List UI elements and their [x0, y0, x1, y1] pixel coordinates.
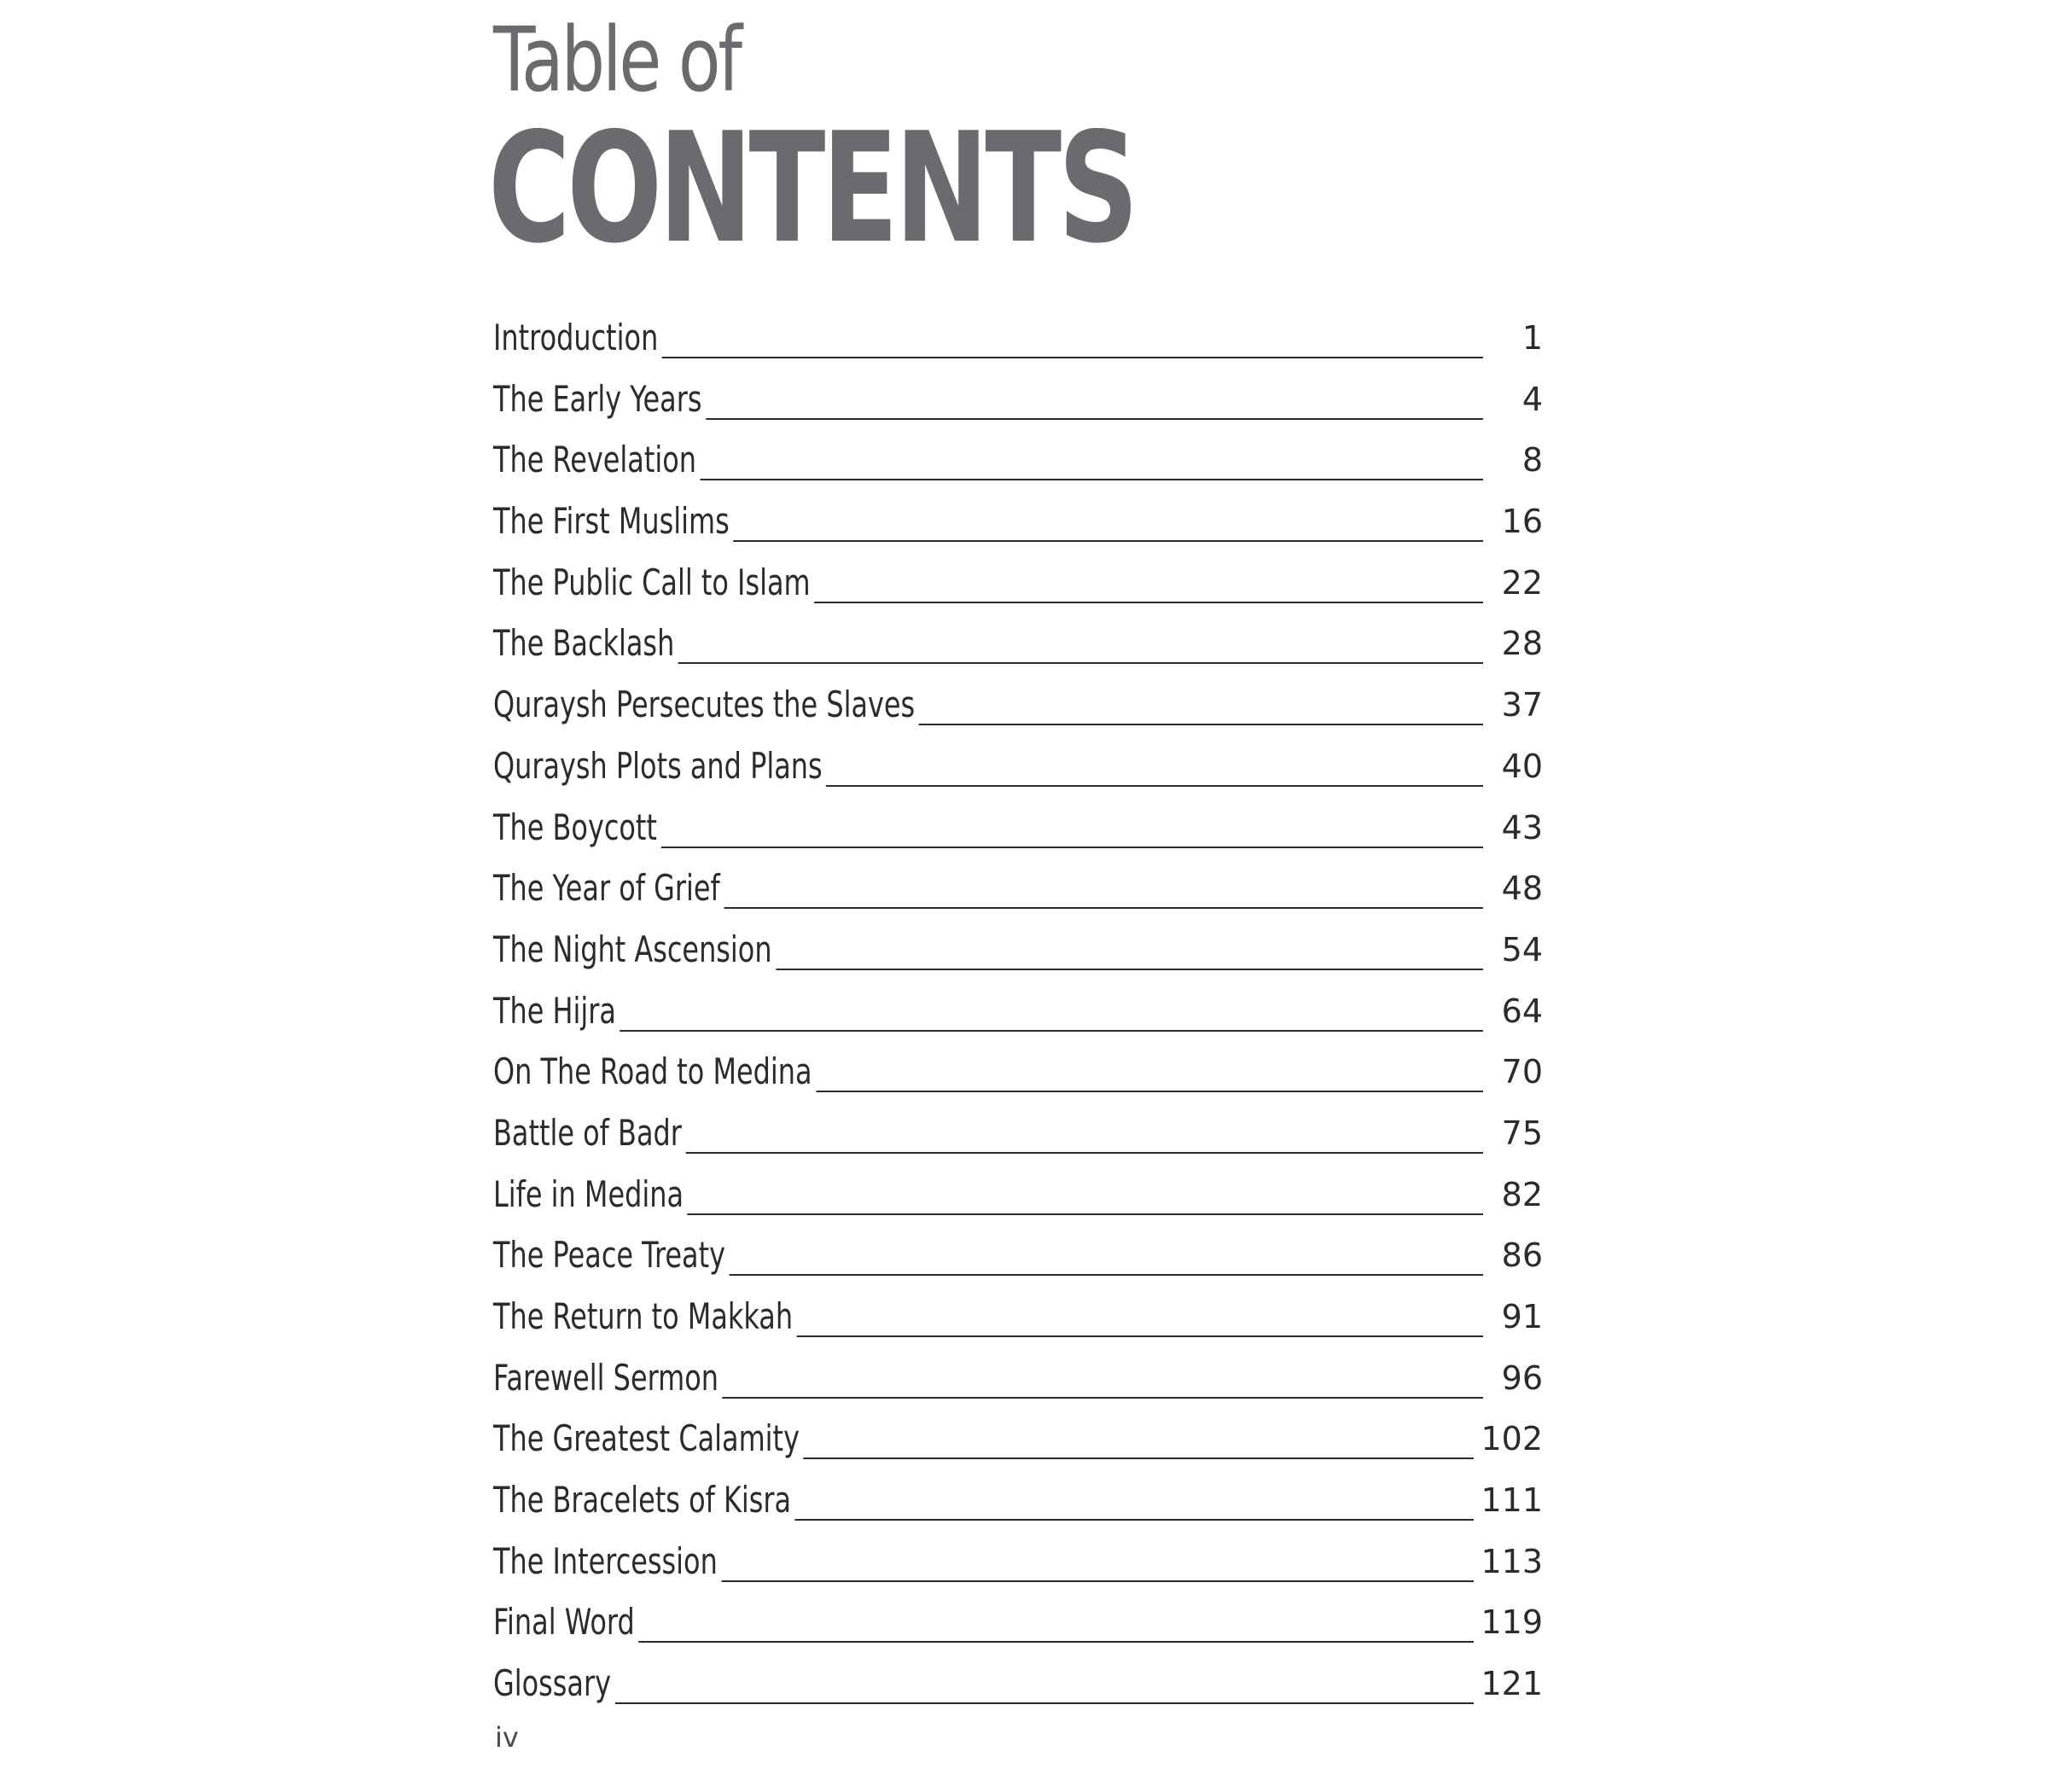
toc-entry-page-number: 75 — [1495, 1109, 1543, 1157]
toc-entry-title: The Night Ascension — [493, 926, 776, 974]
toc-entry-title: Glossary — [493, 1660, 615, 1708]
toc-leader-line — [493, 1702, 1483, 1704]
toc-entry[interactable] — [493, 987, 1543, 1049]
toc-entry-page-number: 1 — [1516, 314, 1543, 362]
toc-entry[interactable] — [493, 1538, 1543, 1599]
toc-entry[interactable] — [493, 314, 1543, 375]
toc-entry[interactable] — [493, 436, 1543, 497]
toc-entry-title: The Greatest Calamity — [493, 1415, 804, 1463]
toc-entry[interactable] — [493, 620, 1543, 681]
toc-entry[interactable] — [493, 375, 1543, 437]
title-contents: CONTENTS — [488, 100, 1136, 276]
toc-entry-page-number: 91 — [1495, 1293, 1543, 1341]
toc-entry-title: Final Word — [493, 1598, 638, 1646]
toc-entry[interactable] — [493, 1660, 1543, 1721]
toc-entry-title: The Return to Makkah — [493, 1293, 797, 1341]
toc-entry-page-number: 121 — [1474, 1660, 1543, 1708]
toc-entry-title: Introduction — [493, 314, 662, 362]
toc-entry-title: Quraysh Persecutes the Slaves — [493, 681, 919, 729]
toc-entry[interactable] — [493, 559, 1543, 620]
toc-entry-page-number: 43 — [1495, 804, 1543, 852]
toc-entry-page-number: 82 — [1495, 1171, 1543, 1219]
toc-entry-title: The Public Call to Islam — [493, 559, 814, 607]
toc-entry[interactable] — [493, 1598, 1543, 1660]
toc-entry-title: The Intercession — [493, 1538, 721, 1585]
toc-entry-page-number: 70 — [1495, 1048, 1543, 1096]
toc-entry-title: The Peace Treaty — [493, 1231, 730, 1279]
toc-entry-page-number: 119 — [1474, 1598, 1543, 1646]
toc-entry-page-number: 22 — [1495, 559, 1543, 607]
toc-entry-title: The First Muslims — [493, 497, 733, 545]
toc-entry[interactable] — [493, 1293, 1543, 1354]
toc-entry-title: The Hijra — [493, 987, 620, 1035]
toc-entry[interactable] — [493, 804, 1543, 865]
toc-entry-page-number: 111 — [1474, 1476, 1543, 1524]
page-number: iv — [495, 1721, 519, 1754]
toc-entry[interactable] — [493, 497, 1543, 559]
title-table-of: Table of — [493, 8, 740, 112]
toc-entry-title: On The Road to Medina — [493, 1048, 816, 1096]
toc-entry-title: The Revelation — [493, 436, 701, 484]
toc-entry-page-number: 102 — [1474, 1415, 1543, 1463]
toc-leader-line — [493, 1030, 1483, 1032]
table-of-contents — [493, 314, 1543, 1721]
toc-entry-page-number: 113 — [1474, 1538, 1543, 1585]
toc-entry-page-number: 86 — [1495, 1231, 1543, 1279]
toc-entry-page-number: 4 — [1516, 375, 1543, 423]
toc-entry-title: Life in Medina — [493, 1171, 688, 1219]
toc-entry-title: The Year of Grief — [493, 864, 724, 912]
toc-entry[interactable] — [493, 926, 1543, 987]
toc-entry-title: The Backlash — [493, 620, 678, 667]
toc-entry-page-number: 48 — [1495, 864, 1543, 912]
toc-entry-title: The Bracelets of Kisra — [493, 1476, 795, 1524]
toc-entry-title: Battle of Badr — [493, 1109, 685, 1157]
toc-entry-page-number: 8 — [1516, 436, 1543, 484]
toc-entry[interactable] — [493, 681, 1543, 742]
toc-entry-page-number: 40 — [1495, 742, 1543, 790]
toc-entry-page-number: 64 — [1495, 987, 1543, 1035]
toc-entry[interactable] — [493, 1109, 1543, 1171]
toc-entry-page-number: 37 — [1495, 681, 1543, 729]
toc-entry-title: Farewell Sermon — [493, 1354, 723, 1402]
toc-entry-title: The Boycott — [493, 804, 661, 852]
toc-entry-page-number: 96 — [1495, 1354, 1543, 1402]
toc-entry-page-number: 28 — [1495, 620, 1543, 667]
toc-entry-page-number: 16 — [1495, 497, 1543, 545]
toc-entry[interactable] — [493, 1231, 1543, 1293]
toc-entry-page-number: 54 — [1495, 926, 1543, 974]
toc-leader-line — [493, 1641, 1483, 1643]
toc-entry[interactable] — [493, 1354, 1543, 1416]
toc-entry[interactable] — [493, 1476, 1543, 1538]
toc-entry-title: Quraysh Plots and Plans — [493, 742, 826, 790]
toc-entry[interactable] — [493, 1171, 1543, 1232]
toc-entry-title: The Early Years — [493, 375, 706, 423]
toc-entry[interactable] — [493, 742, 1543, 804]
toc-entry[interactable] — [493, 1415, 1543, 1476]
toc-entry[interactable] — [493, 864, 1543, 926]
toc-entry[interactable] — [493, 1048, 1543, 1109]
